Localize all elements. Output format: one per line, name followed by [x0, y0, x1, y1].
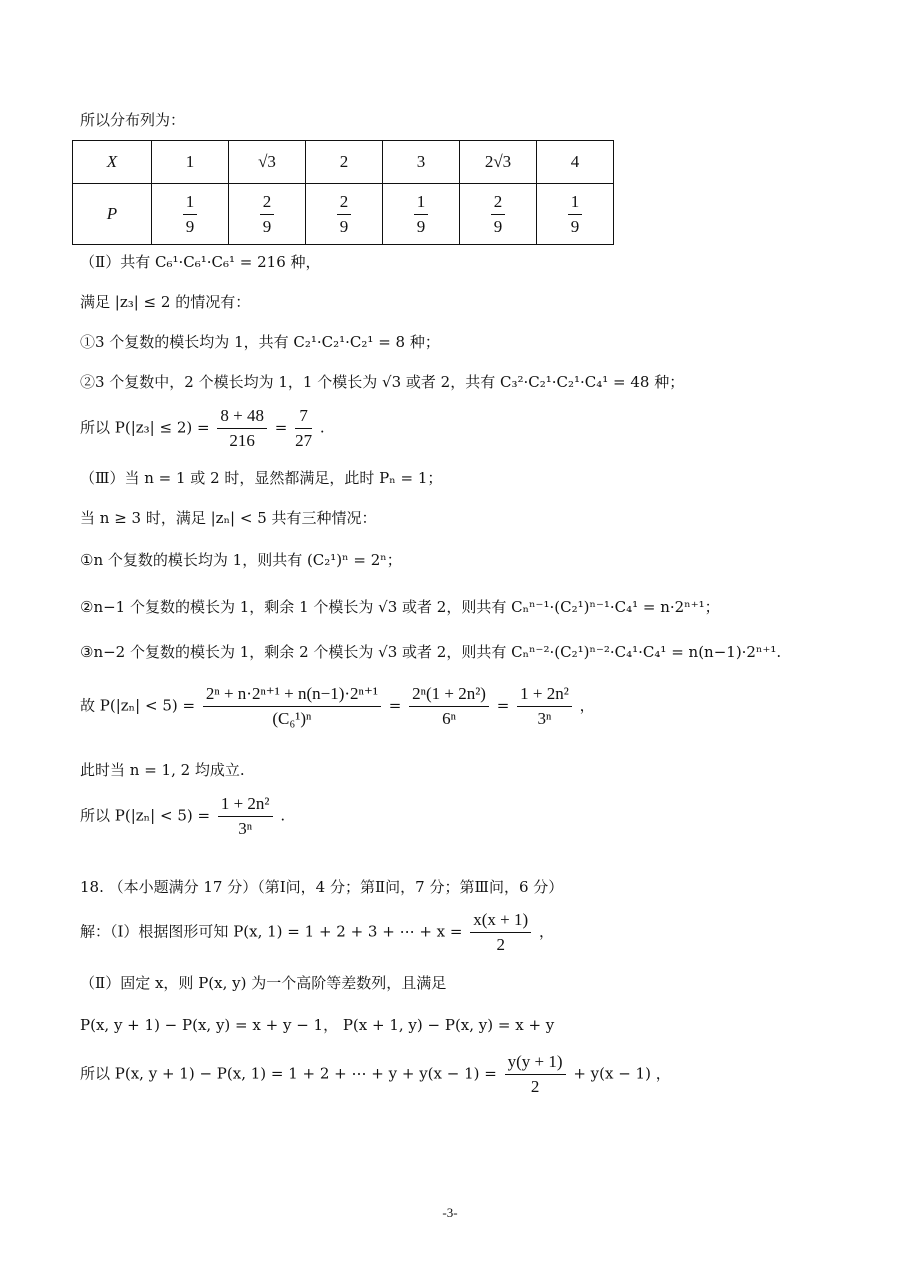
- table-cell: 1: [152, 141, 229, 184]
- fraction: $\frac{1}{9}$: [414, 192, 429, 237]
- part3-line5: ③n−2 个复数的模长为 1，剩余 2 个模长为 √3 或者 2，则共有 Cₙⁿ⁻²·(C₂¹)ⁿ⁻²·C₄¹·C₄¹ = n(n−1)·2ⁿ⁺¹.: [80, 643, 782, 661]
- table-header-x: X: [73, 141, 152, 184]
- part3-line3: ①n 个复数的模长均为 1，则共有 (C₂¹)ⁿ = 2ⁿ；: [80, 551, 402, 569]
- q18-line1: 解：（Ⅰ）根据图形可知 P(x, 1) = 1 + 2 + 3 + ⋯ + x = $\frac{x(x + 1)}{2}$ ，: [80, 910, 554, 954]
- fraction: $\frac{y(y + 1)}{2}$: [505, 1052, 566, 1097]
- part3-line8: 所以 P(|zₙ| < 5) = $\frac{\text{1 + 2n²}}{\text{3ⁿ}}$ .: [80, 794, 286, 838]
- part3-line7: 此时当 n = 1, 2 均成立.: [80, 761, 245, 779]
- table-cell: 2√3: [460, 141, 537, 184]
- fraction: $\frac{x(x + 1)}{2}$: [470, 910, 531, 955]
- fraction: $\frac{\text{2ⁿ + n·2ⁿ⁺¹ + n(n−1)·2ⁿ⁺¹}}{\text{(C₆¹)ⁿ}}$: [203, 684, 381, 729]
- table-row: [73, 141, 614, 184]
- table-header-p: P: [73, 184, 152, 245]
- page-number: -3-: [442, 1205, 458, 1220]
- fraction: $\frac{2}{9}$: [337, 192, 352, 237]
- part2-line3: ①3 个复数的模长均为 1，共有 C₂¹·C₂¹·C₂¹ = 8 种；: [80, 333, 440, 351]
- part2-line1: （Ⅱ）共有 C₆¹·C₆¹·C₆¹ = 216 种，: [80, 253, 321, 271]
- fraction: $\frac{8 + 48}{216}$: [217, 406, 267, 451]
- fraction: $\frac{1}{9}$: [183, 192, 198, 237]
- fraction: $\frac{1}{9}$: [568, 192, 583, 237]
- part2-line4: ②3 个复数中，2 个模长均为 1，1 个模长为 √3 或者 2，共有 C₃²·C₂¹·C₂¹·C₄¹ = 48 种；: [80, 373, 685, 391]
- q18-line4: 所以 P(x, y + 1) − P(x, 1) = 1 + 2 + ⋯ + y + y(x − 1) = $\frac{y(y + 1)}{2}$ + y(x − 1) ，: [80, 1052, 671, 1096]
- fraction: $\frac{7}{27}$: [295, 406, 313, 450]
- intro-text: 所以分布列为：: [80, 111, 186, 129]
- table-row: [73, 184, 614, 245]
- fraction: $\frac{\text{1 + 2n²}}{\text{3ⁿ}}$: [517, 684, 572, 729]
- part3-line1: （Ⅲ）当 n = 1 或 2 时，显然都满足，此时 Pₙ = 1；: [80, 469, 443, 487]
- table-cell: 2: [306, 141, 383, 184]
- part3-line6: 故 P(|zₙ| < 5) = $\frac{\text{2ⁿ + n·2ⁿ⁺¹ + n(n−1)·2ⁿ⁺¹}}{\text{(C₆¹)ⁿ}}$ = $\frac{\text{2ⁿ(1 + 2n²)}}{\text{6ⁿ}}$ = $\frac{\text{1 + 2n²}}{\text{3ⁿ}}$ ，: [80, 684, 595, 728]
- table-cell: 3: [383, 141, 460, 184]
- distribution-table: [72, 140, 614, 245]
- q18-heading: 18. （本小题满分 17 分）（第Ⅰ问，4 分；第Ⅱ问，7 分；第Ⅲ问，6 分）: [80, 878, 564, 896]
- part3-line2: 当 n ≥ 3 时，满足 |zₙ| < 5 共有三种情况：: [80, 509, 377, 527]
- fraction: $\frac{\text{1 + 2n²}}{\text{3ⁿ}}$: [218, 794, 273, 839]
- fraction: $\frac{2}{9}$: [260, 192, 275, 237]
- part3-line4: ②n−1 个复数的模长为 1，剩余 1 个模长为 √3 或者 2，则共有 Cₙⁿ⁻¹·(C₂¹)ⁿ⁻¹·C₄¹ = n·2ⁿ⁺¹；: [80, 598, 720, 616]
- part2-line2: 满足 |z₃| ≤ 2 的情况有：: [80, 293, 251, 311]
- part2-line5: 所以 P(|z₃| ≤ 2) = $\frac{8 + 48}{216}$ = $\frac{7}{27}$ .: [80, 406, 325, 450]
- fraction: $\frac{2}{9}$: [491, 192, 506, 237]
- fraction: $\frac{\text{2ⁿ(1 + 2n²)}}{\text{6ⁿ}}$: [409, 684, 489, 729]
- q18-line3: P(x, y + 1) − P(x, y) = x + y − 1， P(x + 1, y) − P(x, y) = x + y: [80, 1016, 555, 1034]
- table-cell: 4: [537, 141, 614, 184]
- q18-line2: （Ⅱ）固定 x，则 P(x, y) 为一个高阶等差数列，且满足: [80, 974, 447, 992]
- table-cell: √3: [229, 141, 306, 184]
